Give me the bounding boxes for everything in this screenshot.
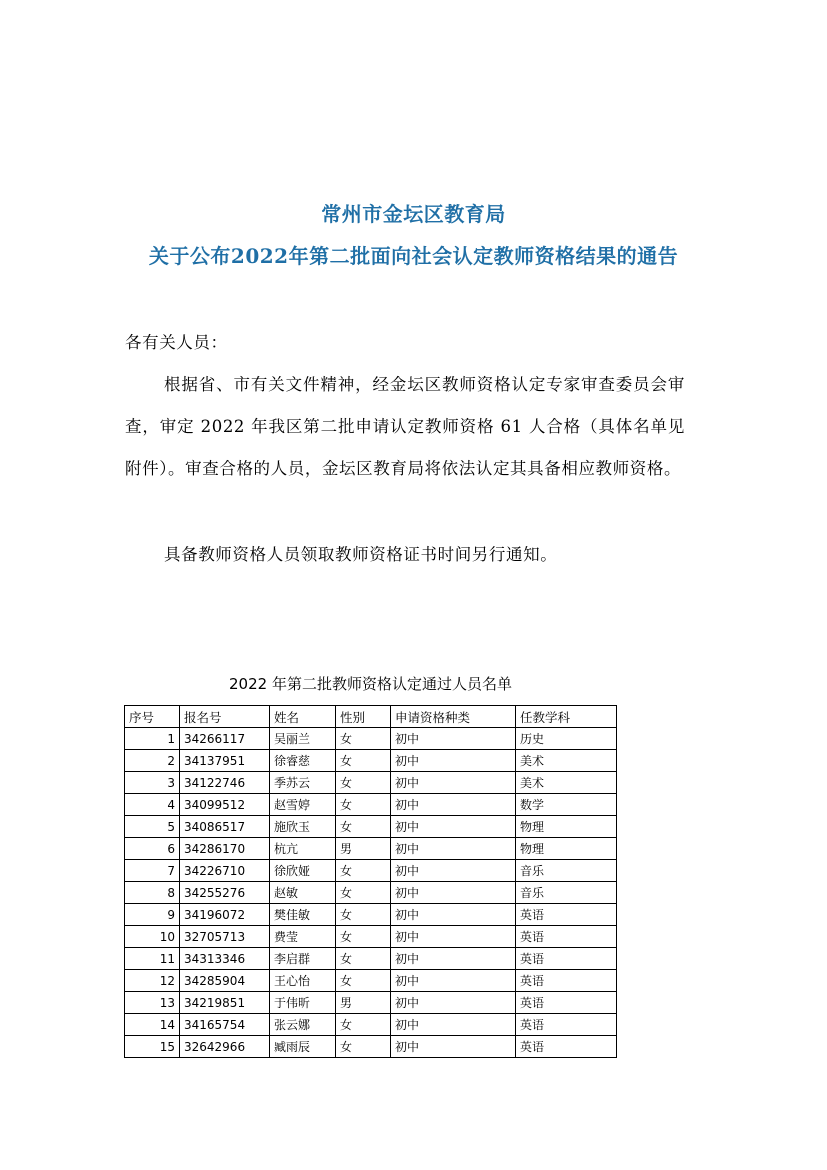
cell-gender: 女 — [336, 904, 391, 926]
cell-qualification-type: 初中 — [391, 948, 516, 970]
cell-gender: 女 — [336, 948, 391, 970]
cell-qualification-type: 初中 — [391, 750, 516, 772]
table-row — [125, 1014, 617, 1036]
cell-subject: 物理 — [516, 838, 617, 860]
cell-subject: 英语 — [516, 948, 617, 970]
cell-reg-number: 34086517 — [180, 816, 270, 838]
header-qualification-type: 申请资格种类 — [391, 706, 516, 728]
table-row — [125, 750, 617, 772]
cell-name: 赵敏 — [270, 882, 336, 904]
cell-reg-number: 34255276 — [180, 882, 270, 904]
table-row — [125, 904, 617, 926]
cell-reg-number: 34286170 — [180, 838, 270, 860]
cell-gender: 女 — [336, 772, 391, 794]
certificate-notice: 具备教师资格人员领取教师资格证书时间另行通知。 — [164, 545, 558, 564]
cell-index: 5 — [125, 816, 180, 838]
cell-subject: 英语 — [516, 970, 617, 992]
salutation: 各有关人员： — [125, 333, 228, 352]
cell-subject: 历史 — [516, 728, 617, 750]
header-gender: 性别 — [336, 706, 391, 728]
cell-subject: 英语 — [516, 1036, 617, 1058]
cell-qualification-type: 初中 — [391, 970, 516, 992]
header-name: 姓名 — [270, 706, 336, 728]
table-row — [125, 992, 617, 1014]
table-row — [125, 882, 617, 904]
cell-name: 施欣玉 — [270, 816, 336, 838]
table-header-row — [125, 706, 617, 728]
cell-gender: 女 — [336, 1036, 391, 1058]
cell-reg-number: 34196072 — [180, 904, 270, 926]
cell-subject: 数学 — [516, 794, 617, 816]
cell-index: 12 — [125, 970, 180, 992]
cell-reg-number: 34099512 — [180, 794, 270, 816]
cell-index: 3 — [125, 772, 180, 794]
cell-reg-number: 34137951 — [180, 750, 270, 772]
header-index: 序号 — [125, 706, 180, 728]
cell-gender: 女 — [336, 860, 391, 882]
cell-reg-number: 34219851 — [180, 992, 270, 1014]
cell-qualification-type: 初中 — [391, 772, 516, 794]
table-row — [125, 772, 617, 794]
table-row — [125, 838, 617, 860]
header-reg-number: 报名号 — [180, 706, 270, 728]
table-row — [125, 948, 617, 970]
cell-index: 6 — [125, 838, 180, 860]
cell-qualification-type: 初中 — [391, 1036, 516, 1058]
cell-subject: 英语 — [516, 1014, 617, 1036]
cell-reg-number: 32705713 — [180, 926, 270, 948]
cell-name: 杭亢 — [270, 838, 336, 860]
cell-gender: 男 — [336, 838, 391, 860]
table-row — [125, 860, 617, 882]
cell-gender: 女 — [336, 1014, 391, 1036]
cell-index: 7 — [125, 860, 180, 882]
cell-index: 4 — [125, 794, 180, 816]
notice-title: 关于公布2022年第二批面向社会认定教师资格结果的通告 — [148, 244, 679, 268]
cell-name: 张云娜 — [270, 1014, 336, 1036]
cell-name: 赵雪婷 — [270, 794, 336, 816]
cell-name: 徐睿慈 — [270, 750, 336, 772]
cell-qualification-type: 初中 — [391, 816, 516, 838]
cell-index: 1 — [125, 728, 180, 750]
cell-gender: 女 — [336, 882, 391, 904]
cell-qualification-type: 初中 — [391, 728, 516, 750]
cell-name: 于伟昕 — [270, 992, 336, 1014]
cell-reg-number: 34285904 — [180, 970, 270, 992]
cell-qualification-type: 初中 — [391, 904, 516, 926]
table-row — [125, 970, 617, 992]
cell-gender: 女 — [336, 750, 391, 772]
cell-subject: 英语 — [516, 926, 617, 948]
cell-subject: 物理 — [516, 816, 617, 838]
cell-subject: 音乐 — [516, 882, 617, 904]
cell-index: 9 — [125, 904, 180, 926]
cell-qualification-type: 初中 — [391, 926, 516, 948]
cell-reg-number: 34226710 — [180, 860, 270, 882]
cell-subject: 美术 — [516, 772, 617, 794]
cell-name: 王心怡 — [270, 970, 336, 992]
cell-reg-number: 34165754 — [180, 1014, 270, 1036]
table-row — [125, 1036, 617, 1058]
cell-subject: 英语 — [516, 904, 617, 926]
header-subject: 任教学科 — [516, 706, 617, 728]
cell-name: 徐欣娅 — [270, 860, 336, 882]
cell-name: 李启群 — [270, 948, 336, 970]
cell-index: 13 — [125, 992, 180, 1014]
body-paragraph: 根据省、市有关文件精神，经金坛区教师资格认定专家审查委员会审查，审定 2022 年我区第二批申请认定教师资格 61 人合格（具体名单见附件）。审查合格的人员，金坛区教育局将依法认定其具备相应教师资格。 — [125, 375, 685, 478]
cell-reg-number: 32642966 — [180, 1036, 270, 1058]
cell-qualification-type: 初中 — [391, 838, 516, 860]
cell-gender: 女 — [336, 728, 391, 750]
cell-reg-number: 34266117 — [180, 728, 270, 750]
cell-index: 14 — [125, 1014, 180, 1036]
cell-subject: 音乐 — [516, 860, 617, 882]
roster-body — [125, 728, 617, 1058]
table-row — [125, 816, 617, 838]
table-row — [125, 728, 617, 750]
cell-index: 11 — [125, 948, 180, 970]
cell-gender: 女 — [336, 970, 391, 992]
cell-index: 8 — [125, 882, 180, 904]
cell-gender: 女 — [336, 926, 391, 948]
table-row — [125, 794, 617, 816]
cell-qualification-type: 初中 — [391, 992, 516, 1014]
cell-subject: 英语 — [516, 992, 617, 1014]
cell-index: 2 — [125, 750, 180, 772]
cell-name: 臧雨辰 — [270, 1036, 336, 1058]
cell-gender: 女 — [336, 794, 391, 816]
cell-index: 10 — [125, 926, 180, 948]
table-row — [125, 926, 617, 948]
cell-name: 樊佳敏 — [270, 904, 336, 926]
cell-qualification-type: 初中 — [391, 882, 516, 904]
issuer-title: 常州市金坛区教育局 — [321, 202, 506, 226]
cell-index: 15 — [125, 1036, 180, 1058]
cell-name: 费莹 — [270, 926, 336, 948]
cell-qualification-type: 初中 — [391, 794, 516, 816]
cell-subject: 美术 — [516, 750, 617, 772]
cell-reg-number: 34122746 — [180, 772, 270, 794]
cell-gender: 女 — [336, 816, 391, 838]
cell-name: 吴丽兰 — [270, 728, 336, 750]
roster-table — [124, 705, 617, 1058]
roster-title: 2022 年第二批教师资格认定通过人员名单 — [229, 675, 512, 693]
cell-qualification-type: 初中 — [391, 860, 516, 882]
cell-qualification-type: 初中 — [391, 1014, 516, 1036]
cell-gender: 男 — [336, 992, 391, 1014]
cell-name: 季苏云 — [270, 772, 336, 794]
cell-reg-number: 34313346 — [180, 948, 270, 970]
